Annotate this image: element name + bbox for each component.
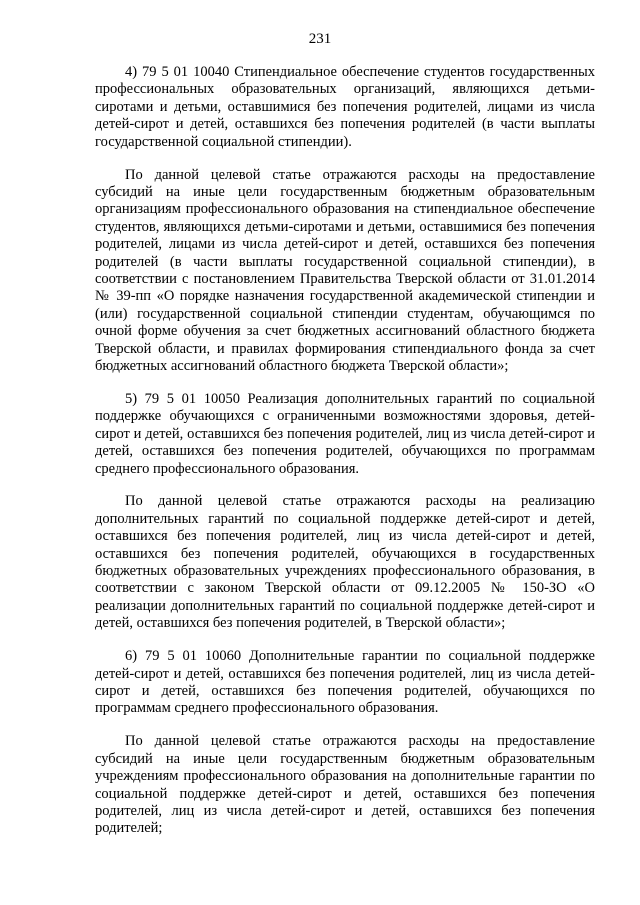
paragraph-item-4-description: По данной целевой статье отражаются расходы на предоставление субсидий на иные цели государственным бюджетным образовательным организациям профессионального образования на стипендиальное обеспечение студентов, являющихся детьми-сиротами и детьми, оставшимися без попечения родителей, лицами из числа детей-сирот и детей, оставшихся без попечения родителей (в части выплаты государственной социальной стипендии), в соответствии с постановлением Правительства Тверской области от 31.01.2014 № 39-пп «О порядке назначения государственной академической стипендии и (или) государственной социальной стипендии студентам, обучающимся по очной форме обучения за счет бюджетных ассигнований областного бюджета Тверской области, и правилах формирования стипендиального фонда за счет бюджетных ассигнований областного бюджета Тверской области»; (95, 166, 595, 374)
document-body (95, 64, 595, 853)
paragraph-item-5-description: По данной целевой статье отражаются расходы на реализацию дополнительных гарантий по социальной поддержке детей-сирот и детей, оставшихся без попечения родителей, лиц из числа детей-сирот и детей, оставшихся без попечения родителей, обучающихся в государственных бюджетных образовательных учреждениях профессионального образования, в соответствии с законом Тверской области от 09.12.2005 № 150-ЗО «О реализации дополнительных гарантий по социальной поддержке детей-сирот и детей, оставшихся без попечения родителей, в Тверской области»; (95, 493, 595, 632)
paragraph-item-4-heading: 4) 79 5 01 10040 Стипендиальное обеспечение студентов государственных профессиональных образовательных организаций, являющихся детьми-сиротами и детьми, оставшимися без попечения родителей, лицами из числа детей-сирот и детей, оставшихся без попечения родителей (в части выплаты государственной социальной стипендии). (95, 64, 595, 150)
paragraph-item-6-heading: 6) 79 5 01 10060 Дополнительные гарантии по социальной поддержке детей-сирот и детей, оставшихся без попечения родителей, лиц из числа детей-сирот и детей, оставшихся без попечения родителей, обучающихся по программам среднего профессионального образования. (95, 648, 595, 717)
paragraph-item-6-description: По данной целевой статье отражаются расходы на предоставление субсидий на иные цели государственным бюджетным образовательным учреждениям профессионального образования на дополнительные гарантии по социальной поддержке детей-сирот и детей, оставшихся без попечения родителей, лиц из числа детей-сирот и детей, оставшихся без попечения родителей; (95, 733, 595, 837)
paragraph-item-5-heading: 5) 79 5 01 10050 Реализация дополнительных гарантий по социальной поддержке обучающихся с ограниченными возможностями здоровья, детей-сирот и детей, оставшихся без попечения родителей, лиц из числа детей-сирот и детей, оставшихся без попечения родителей, обучающихся по программам среднего профессионального образования. (95, 390, 595, 477)
page-number: 231 (308, 31, 332, 47)
